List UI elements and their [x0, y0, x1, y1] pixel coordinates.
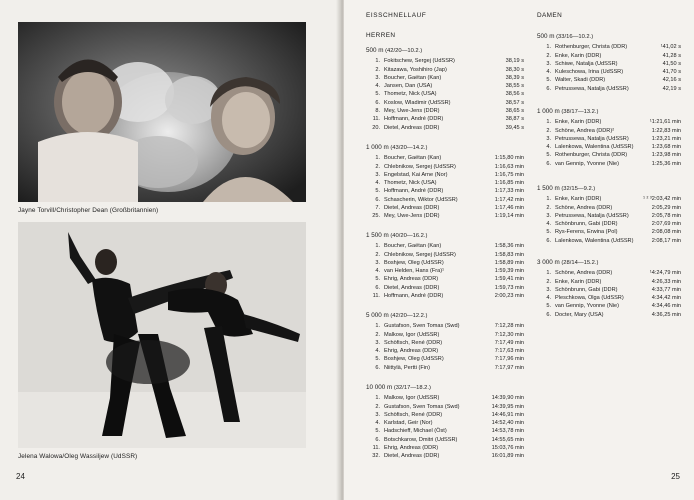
result-time: 1:59,73 min: [494, 284, 524, 291]
result-time: 38,56 s: [505, 91, 524, 98]
result-rank: 2.: [546, 52, 551, 59]
result-row: [537, 127, 685, 135]
result-rank: 3.: [375, 411, 380, 418]
result-row: [366, 251, 524, 259]
result-row: [537, 212, 685, 220]
result-time: 2:07,69 min: [651, 221, 681, 228]
result-row: [537, 195, 685, 203]
event-distance: 500 m: [537, 33, 555, 40]
result-rank: 6.: [375, 196, 380, 203]
result-rank: 1.: [375, 323, 380, 330]
result-rank: 4.: [546, 144, 551, 151]
result-athlete: Chlebnikow, Sergej (UdSSR): [384, 163, 456, 170]
result-athlete: Hoffmann, André (DDR): [384, 116, 444, 123]
result-time: 7:12,30 min: [494, 331, 524, 338]
result-athlete: Dietel, Andreas (DDR): [384, 124, 440, 131]
result-time: 42,19 s: [662, 85, 681, 92]
event-block: [366, 47, 524, 132]
result-time: ¹ ² ³2:03,42 min: [643, 196, 681, 203]
result-athlete: Docter, Mary (USA): [555, 311, 604, 318]
result-time: 41,70 s: [662, 69, 681, 76]
result-time: 1:23,98 min: [651, 152, 681, 159]
result-time: 1:22,83 min: [651, 127, 681, 134]
result-row: [366, 154, 524, 162]
result-row: [366, 99, 524, 107]
result-row: [366, 355, 524, 363]
result-rank: 4.: [375, 268, 380, 275]
event-detail: (42/20—12.2.): [388, 313, 428, 319]
event-distance: 500 m: [366, 47, 384, 54]
result-athlete: Petrussewa, Natalja (UdSSR): [555, 135, 629, 142]
event-title: [537, 108, 685, 116]
result-time: 14:39,90 min: [491, 395, 524, 402]
result-row: [537, 237, 685, 245]
result-athlete: Rys-Ferens, Erwina (Pol): [555, 229, 618, 236]
result-rank: 4.: [546, 69, 551, 76]
result-time: 2:05,78 min: [651, 212, 681, 219]
men-heading: HERREN: [366, 32, 396, 39]
result-row: [366, 419, 524, 427]
result-row: [366, 394, 524, 402]
result-row: [366, 292, 524, 300]
result-athlete: Petrussewa, Natalja (UdSSR): [555, 212, 629, 219]
result-row: [537, 294, 685, 302]
result-row: [366, 204, 524, 212]
event-block: [537, 33, 685, 93]
result-rank: 1.: [546, 44, 551, 51]
result-time: 41,28 s: [662, 52, 681, 59]
result-athlete: Gustafson, Sven Tomas (Swd): [384, 403, 460, 410]
result-row: [366, 364, 524, 372]
result-athlete: Boucher, Gaëtan (Kan): [384, 155, 442, 162]
result-rank: 3.: [375, 259, 380, 266]
result-row: [366, 66, 524, 74]
result-athlete: Niittylä, Pertti (Fin): [384, 364, 430, 371]
result-time: 4:34,46 min: [651, 303, 681, 310]
result-athlete: Lalenkowa, Walentina (UdSSR): [555, 144, 634, 151]
event-block: [366, 312, 524, 372]
event-title: [366, 144, 524, 152]
result-rank: 6.: [375, 436, 380, 443]
result-row: [537, 135, 685, 143]
result-rank: 6.: [546, 160, 551, 167]
result-time: 1:58,36 min: [494, 243, 524, 250]
result-time: 42,16 s: [662, 77, 681, 84]
result-row: [537, 143, 685, 151]
result-rank: 3.: [375, 74, 380, 81]
result-rank: 3.: [546, 135, 551, 142]
result-athlete: Ehrig, Andreas (DDR): [384, 445, 439, 452]
result-rank: 5.: [546, 229, 551, 236]
result-time: 1:59,41 min: [494, 276, 524, 283]
result-time: ¹1:21,61 min: [649, 119, 681, 126]
result-rank: 1.: [546, 119, 551, 126]
photo-ice-dance-pair-image: [18, 222, 306, 448]
result-row: [366, 82, 524, 90]
event-distance: 10 000 m: [366, 384, 393, 391]
result-time: 15:03,76 min: [491, 445, 524, 452]
result-time: 1:58,89 min: [494, 259, 524, 266]
result-rank: 7.: [375, 205, 380, 212]
result-row: [366, 436, 524, 444]
result-time: 1:59,39 min: [494, 268, 524, 275]
result-row: [537, 160, 685, 168]
result-time: 38,30 s: [505, 66, 524, 73]
result-rank: 1.: [375, 243, 380, 250]
result-time: 2:08,17 min: [651, 237, 681, 244]
result-athlete: van Gennip, Yvonne (Nie): [555, 303, 619, 310]
result-rank: 5.: [546, 303, 551, 310]
event-title: [537, 33, 685, 41]
result-row: [366, 403, 524, 411]
result-rank: 3.: [546, 286, 551, 293]
result-time: 4:34,42 min: [651, 295, 681, 302]
result-time: 1:15,80 min: [494, 155, 524, 162]
result-rank: 32.: [372, 453, 380, 460]
result-rank: 4.: [546, 221, 551, 228]
result-rank: 3.: [375, 339, 380, 346]
result-row: [366, 242, 524, 250]
event-title: [366, 232, 524, 240]
result-row: [366, 187, 524, 195]
result-athlete: Engelstad, Kai Arne (Nor): [384, 171, 448, 178]
result-rank: 2.: [375, 163, 380, 170]
result-rank: 1.: [375, 58, 380, 65]
result-athlete: Thometz, Nick (USA): [384, 91, 437, 98]
result-row: [537, 43, 685, 51]
result-rank: 5.: [546, 77, 551, 84]
event-block: [537, 259, 685, 319]
result-time: 7:17,63 min: [494, 348, 524, 355]
result-athlete: Schöfisch, René (DDR): [384, 411, 443, 418]
page-number-right: 25: [671, 472, 680, 481]
result-row: [366, 171, 524, 179]
event-detail: (43/20—14.2.): [388, 145, 428, 151]
result-row: [366, 411, 524, 419]
result-time: 1:16,63 min: [494, 163, 524, 170]
result-athlete: Dietel, Andreas (DDR): [384, 453, 440, 460]
result-row: [366, 339, 524, 347]
result-rank: 20.: [372, 124, 380, 131]
result-row: [366, 74, 524, 82]
caption-bottom-photo: Jelena Walowa/Oleg Wassiljew (UdSSR): [18, 453, 138, 460]
result-rank: 3.: [546, 212, 551, 219]
result-rank: 1.: [546, 270, 551, 277]
result-rank: 2.: [546, 204, 551, 211]
result-rank: 5.: [375, 428, 380, 435]
result-time: 1:16,75 min: [494, 171, 524, 178]
result-athlete: Schönbrunn, Gabi (DDR): [555, 286, 618, 293]
result-time: 14:55,65 min: [491, 436, 524, 443]
result-time: 14:46,91 min: [491, 411, 524, 418]
result-row: [537, 286, 685, 294]
result-row: [366, 452, 524, 460]
result-row: [366, 267, 524, 275]
event-title: [537, 259, 685, 267]
result-athlete: Schöne, Andrea (DDR): [555, 204, 613, 211]
result-row: [366, 179, 524, 187]
result-time: 1:16,85 min: [494, 180, 524, 187]
result-athlete: Enke, Karin (DDR): [555, 119, 602, 126]
result-rank: 11.: [372, 445, 380, 452]
result-athlete: Thometz, Nick (USA): [384, 180, 437, 187]
event-block: [366, 144, 524, 221]
result-row: [537, 311, 685, 319]
result-athlete: Schöne, Andrea (DDR): [555, 270, 613, 277]
result-rank: 5.: [375, 276, 380, 283]
result-time: 14:39,95 min: [491, 403, 524, 410]
event-detail: (40/20—16.2.): [388, 233, 428, 239]
event-detail: (33/16—10.2.): [554, 34, 594, 40]
result-athlete: Lalenkowa, Walentina (UdSSR): [555, 237, 634, 244]
result-athlete: Rothenburger, Christa (DDR): [555, 44, 628, 51]
result-row: [366, 331, 524, 339]
result-athlete: Malkow, Igor (UdSSR): [384, 395, 440, 402]
result-rank: 6.: [375, 364, 380, 371]
result-row: [366, 107, 524, 115]
event-distance: 3 000 m: [537, 259, 560, 266]
result-athlete: Petrussewa, Natalja (UdSSR): [555, 85, 629, 92]
result-rank: 25.: [372, 213, 380, 220]
event-distance: 1 000 m: [537, 108, 560, 115]
result-row: [366, 322, 524, 330]
result-athlete: Boucher, Gaëtan (Kan): [384, 74, 442, 81]
result-rank: 4.: [375, 83, 380, 90]
result-time: 1:23,68 min: [651, 144, 681, 151]
event-title: [537, 185, 685, 193]
result-row: [537, 68, 685, 76]
event-distance: 1 000 m: [366, 144, 389, 151]
event-block: [366, 384, 524, 461]
result-row: [537, 52, 685, 60]
result-time: 7:17,97 min: [494, 364, 524, 371]
result-time: 4:33,77 min: [651, 286, 681, 293]
result-row: [366, 259, 524, 267]
result-athlete: Botschkarow, Dmitri (UdSSR): [384, 436, 458, 443]
result-rank: 3.: [546, 60, 551, 67]
result-athlete: Hoffmann, André (DDR): [384, 188, 444, 195]
event-detail: (32/17—18.2.): [392, 385, 431, 391]
event-detail: (38/17—13.2.): [559, 109, 599, 115]
right-page: [344, 0, 694, 500]
result-rank: 5.: [375, 188, 380, 195]
result-athlete: Dietel, Andreas (DDR): [384, 284, 440, 291]
result-rank: 6.: [546, 85, 551, 92]
result-row: [366, 444, 524, 452]
result-rank: 1.: [375, 155, 380, 162]
result-time: 38,87 s: [505, 116, 524, 123]
result-time: 7:17,49 min: [494, 339, 524, 346]
result-row: [366, 57, 524, 65]
result-time: 38,65 s: [505, 108, 524, 115]
result-row: [537, 60, 685, 68]
result-athlete: Schönbrunn, Gabi (DDR): [555, 221, 618, 228]
event-distance: 1 500 m: [537, 185, 560, 192]
result-athlete: Schascherin, Wiktor (UdSSR): [384, 196, 458, 203]
result-athlete: Hoffmann, André (DDR): [384, 293, 444, 300]
result-athlete: Gustafson, Sven Tomas (Swd): [384, 323, 460, 330]
result-row: [366, 212, 524, 220]
result-rank: 2.: [375, 331, 380, 338]
result-row: [366, 275, 524, 283]
result-time: 38,19 s: [505, 58, 524, 65]
event-detail: (28/14—15.2.): [559, 260, 599, 266]
event-title: [366, 384, 524, 392]
result-rank: 3.: [375, 171, 380, 178]
result-time: 16:01,89 min: [491, 453, 524, 460]
result-rank: 11.: [372, 293, 380, 300]
result-athlete: Hadschieff, Michael (Öst): [384, 428, 447, 435]
photo-ice-dancers-bouquet: [18, 22, 306, 202]
result-rank: 8.: [375, 108, 380, 115]
result-athlete: Walter, Skadi (DDR): [555, 77, 606, 84]
result-rank: 5.: [375, 91, 380, 98]
result-athlete: Ehrig, Andreas (DDR): [384, 276, 439, 283]
result-athlete: Boshjew, Oleg (UdSSR): [384, 259, 444, 266]
event-block: [366, 232, 524, 300]
result-row: [537, 76, 685, 84]
result-rank: 11.: [372, 116, 380, 123]
result-rank: 5.: [375, 356, 380, 363]
result-athlete: Kuleschowa, Irina (UdSSR): [555, 69, 624, 76]
event-distance: 1 500 m: [366, 232, 389, 239]
event-title: [366, 47, 524, 55]
result-time: 2:05,29 min: [651, 204, 681, 211]
photo-ice-dance-pair: [18, 222, 306, 448]
result-time: ¹41,02 s: [660, 44, 681, 51]
result-athlete: van Helden, Hans (Fra)¹: [384, 268, 444, 275]
result-time: 38,39 s: [505, 74, 524, 81]
result-row: [366, 163, 524, 171]
page-number-left: 24: [16, 472, 25, 481]
left-page: [0, 0, 340, 500]
result-athlete: Mey, Uwe-Jens (DDR): [384, 213, 440, 220]
result-athlete: Jansen, Dan (USA): [384, 83, 433, 90]
result-row: [366, 427, 524, 435]
result-rank: 2.: [375, 251, 380, 258]
result-rank: 1.: [375, 395, 380, 402]
result-rank: 6.: [546, 311, 551, 318]
result-athlete: Koslow, Wladimir (UdSSR): [384, 99, 451, 106]
result-time: 1:19,14 min: [494, 213, 524, 220]
section-title: EISSCHNELLAUF: [366, 12, 427, 19]
result-rank: 6.: [375, 284, 380, 291]
result-time: 7:12,28 min: [494, 323, 524, 330]
event-distance: 5 000 m: [366, 312, 389, 319]
result-rank: 4.: [375, 420, 380, 427]
result-athlete: Schöne, Andrea (DDR)²: [555, 127, 615, 134]
result-row: [366, 90, 524, 98]
result-athlete: Karlstad, Geir (Nor): [384, 420, 433, 427]
result-row: [366, 115, 524, 123]
result-time: 38,55 s: [505, 83, 524, 90]
result-athlete: Rothenburger, Christa (DDR): [555, 152, 628, 159]
event-detail: (32/15—9.2.): [559, 186, 596, 192]
result-rank: 4.: [546, 295, 551, 302]
result-time: 1:25,36 min: [651, 160, 681, 167]
result-athlete: Schiwe, Natalja (UdSSR): [555, 60, 618, 67]
result-time: ¹4:24,79 min: [649, 270, 681, 277]
result-athlete: Dietel, Andreas (DDR): [384, 205, 440, 212]
result-athlete: Boucher, Gaëtan (Kan): [384, 243, 442, 250]
event-title: [366, 312, 524, 320]
result-rank: 4.: [375, 180, 380, 187]
result-row: [366, 284, 524, 292]
result-row: [537, 204, 685, 212]
result-athlete: Fokitschew, Sergej (UdSSR): [384, 58, 455, 65]
caption-top-photo: Jayne Torvill/Christopher Dean (Großbritannien): [18, 207, 159, 214]
result-row: [537, 118, 685, 126]
result-rank: 4.: [375, 348, 380, 355]
result-row: [537, 151, 685, 159]
result-athlete: van Gennip, Yvonne (Nie): [555, 160, 619, 167]
result-athlete: Chlebnikow, Sergej (UdSSR): [384, 251, 456, 258]
result-athlete: Enke, Karin (DDR): [555, 196, 602, 203]
result-time: 1:17,42 min: [494, 196, 524, 203]
result-rank: 2.: [375, 66, 380, 73]
result-rank: 2.: [546, 278, 551, 285]
result-time: 2:08,08 min: [651, 229, 681, 236]
event-block: [537, 108, 685, 168]
result-time: 1:17,33 min: [494, 188, 524, 195]
result-row: [366, 347, 524, 355]
result-rank: 6.: [546, 237, 551, 244]
result-time: 1:58,83 min: [494, 251, 524, 258]
result-time: 2:00,23 min: [494, 293, 524, 300]
result-athlete: Ehrig, Andreas (DDR): [384, 348, 439, 355]
event-block: [537, 185, 685, 245]
result-athlete: Pleschkowa, Olga (UdSSR): [555, 295, 624, 302]
result-athlete: Malkow, Igor (UdSSR): [384, 331, 440, 338]
result-time: 14:53,78 min: [491, 428, 524, 435]
result-time: 14:52,40 min: [491, 420, 524, 427]
result-rank: 2.: [546, 127, 551, 134]
result-athlete: Enke, Karin (DDR): [555, 52, 602, 59]
result-row: [537, 269, 685, 277]
result-time: 39,45 s: [505, 124, 524, 131]
result-row: [537, 302, 685, 310]
photo-ice-dancers-bouquet-image: [18, 22, 306, 202]
result-rank: 5.: [546, 152, 551, 159]
result-athlete: Kitazawa, Yoshihiro (Jap): [384, 66, 447, 73]
result-athlete: Mey, Uwe-Jens (DDR): [384, 108, 440, 115]
result-time: 1:23,21 min: [651, 135, 681, 142]
result-row: [537, 220, 685, 228]
result-rank: 2.: [375, 403, 380, 410]
women-heading: DAMEN: [537, 12, 563, 19]
result-row: [537, 228, 685, 236]
event-detail: (42/20—10.2.): [383, 48, 423, 54]
result-athlete: Enke, Karin (DDR): [555, 278, 602, 285]
result-row: [366, 124, 524, 132]
result-rank: 1.: [546, 196, 551, 203]
result-time: 7:17,96 min: [494, 356, 524, 363]
result-time: 4:26,33 min: [651, 278, 681, 285]
result-time: 1:17,46 min: [494, 205, 524, 212]
result-time: 41,50 s: [662, 60, 681, 67]
result-athlete: Boshjew, Oleg (UdSSR): [384, 356, 444, 363]
result-row: [366, 196, 524, 204]
result-row: [537, 85, 685, 93]
result-row: [537, 278, 685, 286]
result-athlete: Schöfisch, René (DDR): [384, 339, 443, 346]
result-time: 4:36,25 min: [651, 311, 681, 318]
result-rank: 6.: [375, 99, 380, 106]
result-time: 38,57 s: [505, 99, 524, 106]
